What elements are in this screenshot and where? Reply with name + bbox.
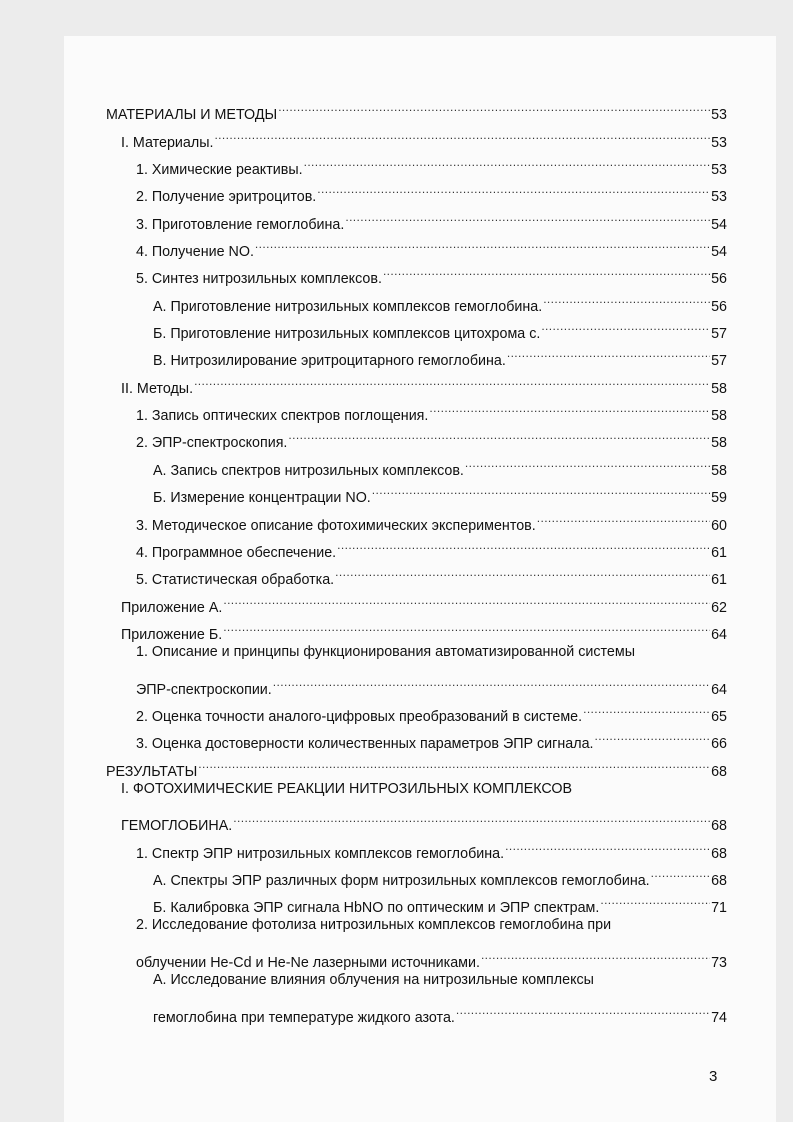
- toc-entry-page: 56: [711, 271, 727, 288]
- toc-leader-dots: [651, 858, 710, 885]
- toc-entry-page: 53: [711, 134, 727, 151]
- toc-leader-dots: [194, 365, 710, 392]
- toc-leader-dots: [335, 557, 710, 584]
- toc-entry-page: 65: [711, 708, 727, 725]
- toc-leader-dots: [233, 803, 710, 830]
- toc-entry: [106, 666, 727, 698]
- toc-entry-page: 66: [711, 736, 727, 753]
- toc-entry: [106, 748, 727, 780]
- toc-entry-page: 61: [711, 572, 727, 589]
- table-of-contents: [106, 92, 727, 1026]
- toc-entry-title: А. Запись спектров нитрозильных комплексов.: [153, 462, 464, 479]
- toc-entry-page: 53: [711, 189, 727, 206]
- toc-entry-page: 53: [711, 162, 727, 179]
- toc-entry-title: Приложение А.: [121, 599, 223, 616]
- toc-entry-title: 4. Получение NO.: [136, 244, 254, 261]
- toc-leader-dots: [583, 694, 710, 721]
- toc-leader-dots: [372, 475, 710, 502]
- toc-entry-page: 58: [711, 408, 727, 425]
- toc-leader-dots: [317, 174, 710, 201]
- toc-leader-dots: [465, 447, 710, 474]
- toc-entry-title: 4. Программное обеспечение.: [136, 544, 337, 561]
- toc-leader-dots: [543, 283, 710, 310]
- toc-entry-page: 68: [711, 818, 727, 835]
- toc-entry-title: 3. Приготовление гемоглобина.: [136, 216, 345, 233]
- toc-entry-page: 60: [711, 517, 727, 534]
- toc-entry-page: 57: [711, 326, 727, 343]
- toc-entry-title: 2. ЭПР-спектроскопия.: [136, 435, 288, 452]
- toc-entry-title: В. Нитрозилирование эритроцитарного гемоглобина.: [153, 353, 506, 370]
- toc-leader-dots: [481, 940, 710, 967]
- toc-entry: [106, 776, 727, 803]
- toc-entry-page: 54: [711, 216, 727, 233]
- toc-entry-page: 73: [711, 955, 727, 971]
- toc-leader-dots: [541, 311, 710, 338]
- toc-leader-dots: [505, 830, 710, 857]
- toc-entry: [106, 967, 727, 994]
- toc-entry-page: 58: [711, 380, 727, 397]
- toc-leader-dots: [345, 201, 710, 228]
- toc-entry-title: 2. Оценка точности аналого-цифровых преобразований в системе.: [136, 708, 583, 725]
- toc-leader-dots: [273, 666, 710, 693]
- toc-entry-title: 3. Методическое описание фотохимических экспериментов.: [136, 517, 536, 534]
- toc-entry: [106, 393, 727, 425]
- toc-entry-title: РЕЗУЛЬТАТЫ: [106, 763, 198, 780]
- toc-entry-page: 56: [711, 298, 727, 315]
- toc-leader-dots: [255, 229, 710, 256]
- toc-entry-page: 53: [711, 107, 727, 124]
- toc-entry: [106, 994, 727, 1026]
- toc-entry-title: II. Методы.: [121, 380, 194, 397]
- toc-entry-title: Б. Измерение концентрации NO.: [153, 490, 371, 507]
- toc-leader-dots: [595, 721, 711, 748]
- toc-entry-title: А. Спектры ЭПР различных форм нитрозильных комплексов гемоглобина.: [153, 872, 650, 889]
- toc-leader-dots: [288, 420, 710, 447]
- toc-entry-title: МАТЕРИАЛЫ И МЕТОДЫ: [106, 107, 278, 124]
- toc-leader-dots: [383, 256, 710, 283]
- toc-entry-title: 1. Химические реактивы.: [136, 162, 303, 179]
- toc-entry-title: I. Материалы.: [121, 134, 214, 151]
- toc-leader-dots: [214, 119, 710, 146]
- toc-entry-title: 5. Статистическая обработка.: [136, 572, 335, 589]
- toc-entry-page: 71: [711, 900, 727, 917]
- toc-entry-page: 61: [711, 544, 727, 561]
- toc-entry: [106, 940, 727, 971]
- toc-entry-title: 3. Оценка достоверности количественных параметров ЭПР сигнала.: [136, 736, 594, 753]
- toc-entry-title: 2. Исследование фотолиза нитрозильных комплексов гемоглобина при: [136, 917, 612, 934]
- toc-entry-title: ЭПР-спектроскопии.: [136, 681, 272, 698]
- toc-entry-title: гемоглобина при температуре жидкого азота.: [153, 1009, 455, 1026]
- toc-entry-page: 57: [711, 353, 727, 370]
- toc-entry-page: 68: [711, 845, 727, 862]
- toc-entry-title: 1. Запись оптических спектров поглощения.: [136, 408, 429, 425]
- toc-entry-title: 2. Получение эритроцитов.: [136, 189, 317, 206]
- toc-entry: [106, 912, 727, 939]
- toc-leader-dots: [337, 530, 710, 557]
- toc-leader-dots: [198, 748, 710, 775]
- toc-entry-title: Приложение Б.: [121, 626, 223, 643]
- toc-entry-title: А. Приготовление нитрозильных комплексов гемоглобина.: [153, 298, 543, 315]
- toc-leader-dots: [537, 502, 710, 529]
- toc-entry-title: А. Исследование влияния облучения на нитрозильные комплексы: [153, 972, 594, 988]
- toc-entry-title: I. ФОТОХИМИЧЕСКИЕ РЕАКЦИИ НИТРОЗИЛЬНЫХ КОМПЛЕКСОВ: [121, 780, 573, 797]
- toc-entry-title: ГЕМОГЛОБИНА.: [121, 818, 233, 835]
- toc-leader-dots: [429, 393, 710, 420]
- toc-entry-page: 64: [711, 626, 727, 643]
- toc-leader-dots: [507, 338, 710, 365]
- toc-entry: [106, 92, 727, 124]
- toc-leader-dots: [304, 147, 711, 174]
- toc-entry-title: Б. Калибровка ЭПР сигнала HbNO по оптическим и ЭПР спектрам.: [153, 900, 600, 917]
- toc-entry-title: облучении He-Cd и He-Ne лазерными источниками.: [136, 955, 480, 971]
- toc-entry-title: 5. Синтез нитрозильных комплексов.: [136, 271, 382, 288]
- toc-entry-page: 58: [711, 435, 727, 452]
- toc-leader-dots: [278, 92, 710, 119]
- toc-entry-page: 64: [711, 681, 727, 698]
- toc-entry-page: 68: [711, 872, 727, 889]
- toc-entry-title: 1. Описание и принципы функционирования автоматизированной системы: [136, 643, 635, 660]
- toc-leader-dots: [600, 885, 710, 912]
- toc-entry: [106, 803, 727, 835]
- toc-entry-title: Б. Приготовление нитрозильных комплексов цитохрома с.: [153, 326, 541, 343]
- toc-entry-page: 74: [711, 1009, 727, 1026]
- toc-entry-title: 1. Спектр ЭПР нитрозильных комплексов гемоглобина.: [136, 845, 505, 862]
- toc-entry: [106, 639, 727, 666]
- page-number: 3: [709, 1068, 718, 1085]
- toc-entry: [106, 365, 727, 397]
- toc-leader-dots: [456, 994, 710, 1021]
- toc-leader-dots: [223, 584, 710, 611]
- toc-entry-page: 59: [711, 490, 727, 507]
- toc-leader-dots: [223, 612, 710, 639]
- toc-entry-page: 54: [711, 244, 727, 261]
- toc-entry-page: 58: [711, 462, 727, 479]
- toc-entry-page: 68: [711, 763, 727, 780]
- toc-entry-page: 62: [711, 599, 727, 616]
